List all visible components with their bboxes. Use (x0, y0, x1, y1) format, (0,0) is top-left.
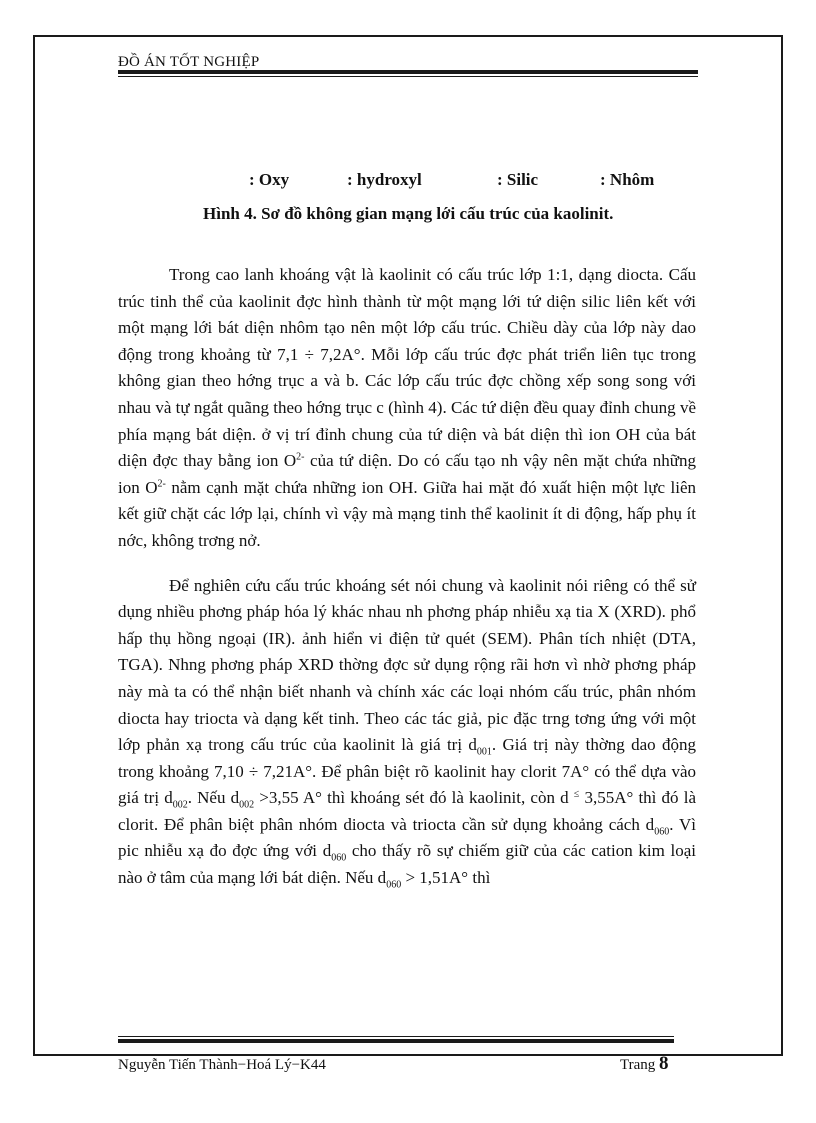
header-title: ĐỒ ÁN TỐT NGHIỆP (118, 54, 260, 70)
legend-nhom: : Nhôm (600, 170, 655, 189)
legend-oxy: : Oxy (249, 170, 290, 189)
legend-silic: : Silic (497, 170, 539, 189)
paragraph-2: Để nghiên cứu cấu trúc khoáng sét nói chung và kaolinit nói riêng có thể sử dụng nhiều phơng pháp hóa lý khác nhau nh phơng pháp nhiễu xạ tia X (XRD). phổ hấp thụ hồng ngoại (IR). ảnh hiển vi điện tử quét (SEM). Phân tích nhiệt (DTA, TGA). Nhng phơng pháp XRD thờng đợc sử dụng rộng rãi hơn vì nhờ phơng pháp này mà ta có thể nhận biết nhanh và chính xác các loại nhóm cấu trúc, phân nhóm diocta hay triocta và dạng kết tinh. Theo các tác giả, pic đặc trng tơng ứng với một lớp phản xạ trong cấu trúc của kaolinit là giá trị $d_{001}$. Giá trị này thờng dao động trong khoảng 7,10 ÷ 7,21A°. Để phân biệt rõ kaolinit hay clorit 7A° có thể dựa vào giá trị $d_{002}$. Nếu $d_{002} >3,55$ A° thì khoáng sét đó là kaolinit, còn d ≤ 3,55A° thì đó là clorit. Để phân biệt phân nhóm diocta và triocta cần sử dụng khoảng cách $d_{060}$. Vì pic nhiễu xạ đo đợc ứng với $d_{060}$ cho thấy rõ sự chiếm giữ của các cation kim loại nào ở tâm của mạng lới bát diện. Nếu $d_{060} > 1,51A^\circ$ thì (118, 575, 696, 891)
page-number: Trang 8 (620, 1053, 669, 1074)
legend-hydroxyl: : hydroxyl (347, 170, 422, 189)
footer-rule (118, 1036, 674, 1043)
footer-author: Nguyễn Tiến Thành−Hoá Lý−K44 (118, 1057, 326, 1073)
paragraph-1: Trong cao lanh khoáng vật là kaolinit có cấu trúc lớp 1:1, dạng diocta. Cấu trúc tinh thể của kaolinit đợc hình thành từ một mạng lới tứ diện silic liên kết với một mạng lới bát diện nhôm tạo nên một lớp cấu trúc. Chiều dày của lớp này dao động trong khoảng từ 7,1 ÷ 7,2A°. Mỗi lớp cấu trúc đợc phát triển liên tục trong không gian theo hớng trục a và b. Các lớp cấu trúc đợc chồng xếp song song với nhau và tự ngắt quãng theo hớng trục c (hình 4). Các tứ diện đều quay đỉnh chung về phía mạng bát diện. ở vị trí đỉnh chung của tứ diện và bát diện thì ion OH của bát diện đợc thay bằng ion $O^{2-}$ của tứ diện. Do có cấu tạo nh vậy nên mặt chứa những ion $O^{2-}$ nằm cạnh mặt chứa những ion OH. Giữa hai mặt đó xuất hiện một lực liên kết giữ chặt các lớp lại, chính vì vậy mà mạng tinh thể kaolinit ít di động, hấp phụ ít nớc, không trơng nở. (118, 265, 697, 550)
figure-caption-text: Hình 4. Sơ đồ không gian mạng lới cấu trúc của kaolinit. (203, 204, 614, 223)
header-rule (118, 70, 698, 77)
body-text (118, 262, 696, 892)
